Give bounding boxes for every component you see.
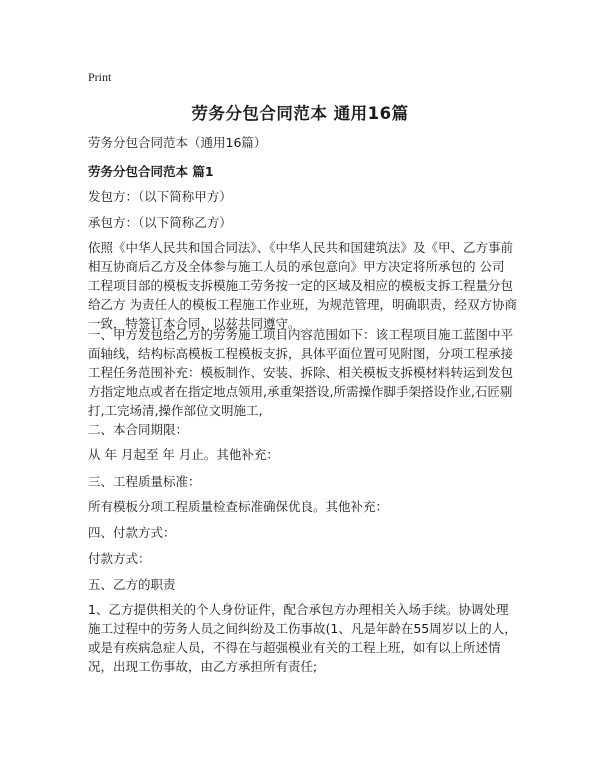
paragraph-clause-5-item-1: 1、乙方提供相关的个人身份证件，配合承包方办理相关入场手续。协调处理施工过程中的劳务人员之间纠纷及工伤事故(1、凡是年龄在55周岁以上的人，或是有疾病急症人员，不得在与超强模业有关的工程上班，如有以上所述情况，出现工伤事故，由乙方承担所有责任; — [88, 602, 517, 674]
document-subtitle: 劳务分包合同范本（通用16篇） — [88, 135, 267, 150]
section-heading: 劳务分包合同范本 篇1 — [88, 164, 214, 179]
paragraph-clause-3-body: 所有模板分项工程质量检查标准确保优良。其他补充： — [88, 499, 389, 514]
document-title: 劳务分包合同范本 通用16篇 — [191, 104, 409, 123]
paragraph-clause-4-body: 付款方式： — [88, 551, 151, 566]
paragraph-clause-2-heading: 二、本合同期限： — [88, 422, 189, 437]
print-label: Print — [88, 70, 112, 84]
paragraph-clause-2-body: 从 年 月起至 年 月止。其他补充： — [88, 447, 279, 462]
paragraph-clause-3-heading: 三、工程质量标准： — [88, 474, 201, 489]
paragraph-clause-1: 一、甲方发包给乙方的劳务施工项目内容范围如下：该工程项目施工蓝图中平面轴线，结构标高模板工程模板支拆，具体平面位置可见附图，分项工程承接工程任务范围补充：模板制作、安装、拆除、相关模板支拆模材料转运到发包方指定地点或者在指定地点领用,承重架搭设,所需操作脚手架搭设作业,石匠剔打,工完场清,操作部位文明施工, — [88, 327, 514, 418]
paragraph-preamble: 依照《中华人民共和国合同法》、《中华人民共和国建筑法》及《甲、乙方事前相互协商后乙方及全体参与施工人员的承包意向》甲方决定将所承包的 公司 工程项目部的模板支拆模施工劳务按一定的区域及相应的模板支拆工程量分包给乙方 为责任人的模板工程施工作业班，为规范管理，明确职责，经双方协商一致，特签订本合同，以兹共同遵守。 — [88, 240, 517, 331]
paragraph-contractor: 承包方：（以下简称乙方） — [88, 215, 232, 230]
paragraph-clause-5-heading: 五、乙方的职责 — [88, 577, 176, 592]
paragraph-employer: 发包方：（以下简称甲方） — [88, 189, 232, 204]
paragraph-clause-4-heading: 四、付款方式： — [88, 525, 176, 540]
